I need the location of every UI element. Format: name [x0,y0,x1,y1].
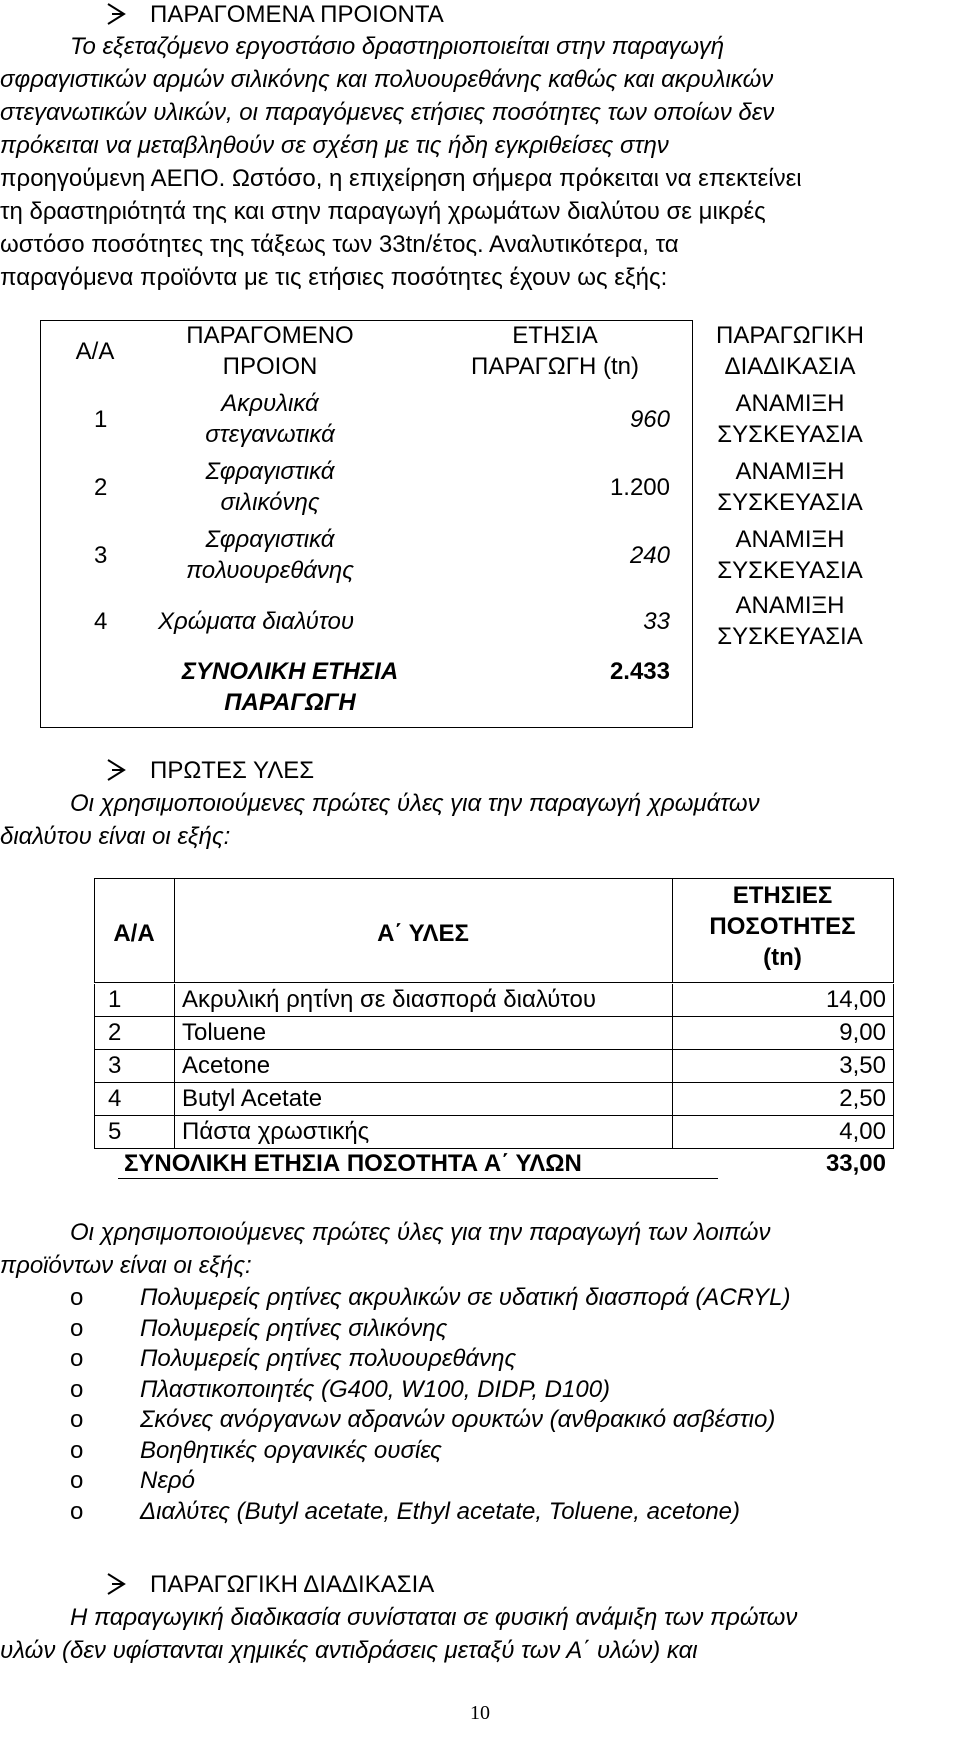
para-line: τη δραστηριότητά της και στην παραγωγή χρωμάτων διαλύτου σε μικρές [0,198,766,225]
circle-bullet-icon: o [70,1436,84,1464]
para-line: Οι χρησιμοποιούμενες πρώτες ύλες για την παραγωγή χρωμάτων [70,790,760,817]
list-item-text: Πολυμερείς ρητίνες ακρυλικών σε υδατική διασπορά (ACRYL) [140,1284,791,1311]
list-item [70,1344,940,1374]
list-item [70,1283,940,1313]
para-line: στεγανωτικών υλικών, οι παραγόμενες ετήσιες ποσότητες των οποίων δεν [0,99,775,126]
row-product: Σφραγιστικά [205,458,335,485]
row-aa: 3 [94,542,108,569]
column-divider [672,1083,673,1116]
total-label: ΠΑΡΑΓΩΓΗ [224,689,356,716]
header-annual-2: ΠΑΡΑΓΩΓΗ (tn) [471,353,639,380]
header-aa: Α/Α [113,920,155,947]
list-item [70,1497,940,1527]
column-divider [94,1116,95,1149]
column-divider [672,1116,673,1149]
products-table [40,320,880,728]
products-paragraph [0,30,960,294]
row-qty: 960 [629,406,670,433]
total-qty: 33,00 [825,1150,886,1177]
header-process-1: ΠΑΡΑΓΩΓΙΚΗ [716,322,864,349]
para-line: Οι χρησιμοποιούμενες πρώτες ύλες για την παραγωγή των λοιπών [70,1219,771,1246]
circle-bullet-icon: o [70,1284,84,1311]
column-divider [672,984,673,1017]
header-qty: ΕΤΗΣΙΕΣ [732,882,833,909]
list-item-text: Σκόνες ανόργανων αδρανών ορυκτών (ανθρακικό ασβέστιο) [140,1406,776,1433]
other-materials-paragraph [0,1216,960,1282]
row-product: Χρώματα διαλύτου [158,608,355,635]
row-process: ΑΝΑΜΙΞΗ [735,458,845,485]
production-process-paragraph [0,1601,960,1667]
para-line: υλών (δεν υφίστανται χημικές αντιδράσεις μεταξύ των Α΄ υλών) και [0,1637,698,1664]
table-row-qty: 3,50 [839,1052,886,1079]
page-number: 10 [470,1702,490,1724]
row-process: ΣΥΣΚΕΥΑΣΙΑ [717,421,863,448]
para-line: σφραγιστικών αρμών σιλικόνης και πολυουρεθάνης καθώς και ακρυλικών [0,66,774,93]
table-row-aa: 5 [108,1118,122,1145]
list-item-text: Νερό [140,1467,195,1494]
header-process-2: ΔΙΑΔΙΚΑΣΙΑ [724,353,856,380]
row-aa: 1 [94,406,108,433]
list-item [70,1466,940,1496]
para-line: διαλύτου είναι οι εξής: [0,823,231,850]
row-process: ΑΝΑΜΙΞΗ [735,526,845,553]
list-item [70,1405,940,1435]
raw-materials-paragraph [0,787,960,853]
row-aa: 4 [94,608,108,635]
column-divider [94,1083,95,1116]
para-line: παραγόμενα προϊόντα με τις ετήσιες ποσότητες έχουν ως εξής: [0,264,668,291]
column-divider [893,1116,894,1149]
arrow-bullet-icon [106,0,126,28]
column-divider [893,984,894,1017]
column-divider [174,1017,175,1050]
table-row-material: Butyl Acetate [182,1085,323,1112]
row-process: ΣΥΣΚΕΥΑΣΙΑ [717,489,863,516]
header-material: Α΄ ΥΛΕΣ [377,920,469,947]
column-divider [672,1017,673,1050]
row-product: σιλικόνης [220,489,320,516]
header-product-1: ΠΑΡΑΓΟΜΕΝΟ [186,322,354,349]
list-item-text: Βοηθητικές οργανικές ουσίες [140,1436,442,1464]
row-qty: 1.200 [609,474,670,501]
header-annual-1: ΕΤΗΣΙΑ [512,322,598,349]
table-row-material: Acetone [182,1052,271,1079]
list-item-text: Πολυμερείς ρητίνες πολυουρεθάνης [140,1345,517,1372]
column-divider [94,1017,95,1050]
table-row-material: Ακρυλική ρητίνη σε διασπορά διαλύτου [182,986,597,1013]
table-row-qty: 9,00 [839,1019,886,1046]
column-divider [893,1050,894,1083]
table-row-qty: 2,50 [839,1085,886,1112]
para-line: προηγούμενη ΑΕΠΟ. Ωστόσο, η επιχείρηση σήμερα πρόκειται να επεκτείνει [0,165,802,192]
row-aa: 2 [94,474,108,501]
column-divider [672,1050,673,1083]
list-item [70,1314,940,1344]
column-divider [174,1050,175,1083]
para-line: Το εξεταζόμενο εργοστάσιο δραστηριοποιείται στην παραγωγή [70,33,725,60]
table-row-material: Πάστα χρωστικής [182,1118,370,1145]
list-item-text: Διαλύτες (Butyl acetate, Ethyl acetate, Toluene, acetone) [140,1497,740,1525]
circle-bullet-icon: o [70,1345,84,1372]
row-product: Ακρυλικά [221,390,319,417]
list-item-text: Πολυμερείς ρητίνες σιλικόνης [140,1314,448,1342]
raw-materials-table [94,878,894,1178]
header-qty: (tn) [763,944,802,971]
circle-bullet-icon: o [70,1467,84,1494]
table-row-qty: 14,00 [825,986,886,1013]
heading-raw-materials: ΠΡΩΤΕΣ ΥΛΕΣ [106,756,314,786]
list-item [70,1436,940,1466]
row-product: Σφραγιστικά [205,526,335,553]
table-row-aa: 3 [108,1052,122,1079]
list-item [70,1375,940,1405]
row-process: ΣΥΣΚΕΥΑΣΙΑ [717,557,863,584]
column-divider [893,1017,894,1050]
column-divider [174,1083,175,1116]
materials-bullet-list [70,1283,940,1528]
table-row-aa: 2 [108,1019,122,1046]
para-line: ωστόσο ποσότητες της τάξεως των 33tn/έτος. Αναλυτικότερα, τα [0,231,679,258]
column-divider [94,1050,95,1083]
arrow-bullet-icon [106,756,126,784]
row-process: ΑΝΑΜΙΞΗ [735,390,845,417]
table-row-qty: 4,00 [839,1118,886,1145]
circle-bullet-icon: o [70,1497,84,1525]
header-product-2: ΠΡΟΙΟΝ [222,353,318,380]
row-product: πολυουρεθάνης [186,557,354,584]
circle-bullet-icon: o [70,1375,84,1403]
total-label: ΣΥΝΟΛΙΚΗ ΕΤΗΣΙΑ ΠΟΣΟΤΗΤΑ Α΄ ΥΛΩΝ [124,1150,582,1177]
heading-products: ΠΑΡΑΓΟΜΕΝΑ ΠΡΟΙΟΝΤΑ [106,0,444,30]
row-product: στεγανωτικά [205,421,335,448]
table-row-material: Toluene [182,1019,267,1046]
total-qty: 2.433 [609,658,670,685]
column-divider [174,1116,175,1149]
circle-bullet-icon: o [70,1314,84,1342]
column-divider [893,1083,894,1116]
row-process: ΣΥΣΚΕΥΑΣΙΑ [717,623,863,650]
row-process: ΑΝΑΜΙΞΗ [735,592,845,619]
row-qty: 240 [629,542,670,569]
circle-bullet-icon: o [70,1406,84,1433]
heading-production-process: ΠΑΡΑΓΩΓΙΚΗ ΔΙΑΔΙΚΑΣΙΑ [106,1570,434,1600]
para-line: Η παραγωγική διαδικασία συνίσταται σε φυσική ανάμιξη των πρώτων [70,1604,798,1631]
column-divider [174,984,175,1017]
total-label: ΣΥΝΟΛΙΚΗ ΕΤΗΣΙΑ [181,658,399,685]
para-line: προϊόντων είναι οι εξής: [0,1252,252,1279]
table-row-aa: 4 [108,1085,122,1112]
header-qty: ΠΟΣΟΤΗΤΕΣ [709,913,856,940]
row-qty: 33 [643,608,670,635]
table-row-aa: 1 [108,986,122,1013]
list-item-text: Πλαστικοποιητές (G400, W100, DIDP, D100) [140,1375,611,1403]
column-divider [94,984,95,1017]
para-line: πρόκειται να μεταβληθούν σε σχέση με τις ήδη εγκριθείσες στην [0,132,669,159]
header-aa: Α/Α [75,338,115,365]
arrow-bullet-icon [106,1570,126,1598]
